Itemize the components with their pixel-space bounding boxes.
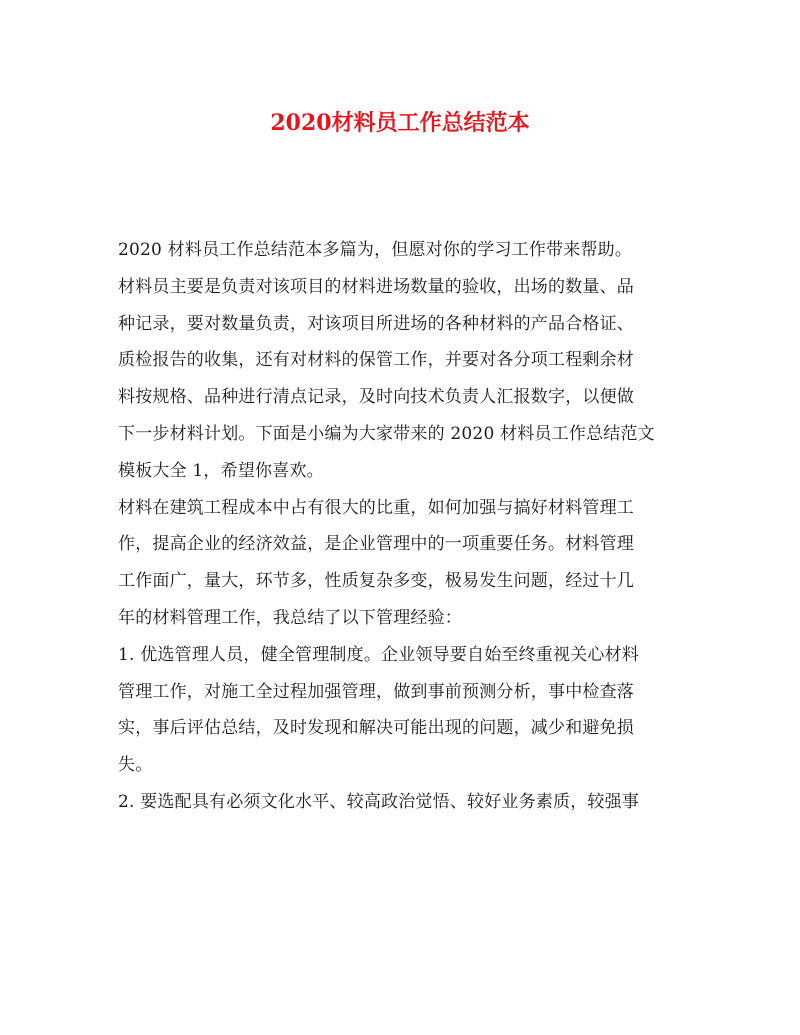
body-line: 质检报告的收集，还有对材料的保管工作，并要对各分项工程剩余材: [118, 350, 634, 371]
body-line: 失。: [118, 755, 153, 776]
document-body: [118, 232, 683, 821]
body-line: 工作面广，量大，环节多，性质复杂多变，极易发生问题，经过十几: [118, 571, 634, 592]
body-line: 作，提高企业的经济效益，是企业管理中的一项重要任务。材料管理: [118, 534, 634, 555]
body-line: 年的材料管理工作，我总结了以下管理经验：: [118, 607, 462, 628]
body-line: 1. 优选管理人员，健全管理制度。企业领导要自始至终重视关心材料: [118, 644, 640, 665]
body-line: 料按规格、品种进行清点记录，及时向技术负责人汇报数字，以便做: [118, 387, 634, 408]
body-line: 2020 材料员工作总结范本多篇为，但愿对你的学习工作带来帮助。: [118, 240, 633, 260]
body-line: 实，事后评估总结，及时发现和解决可能出现的问题，减少和避免损: [118, 718, 634, 739]
body-line: 管理工作，对施工全过程加强管理，做到事前预测分析，事中检查落: [118, 681, 634, 702]
body-line: 材料员主要是负责对该项目的材料进场数量的验收，出场的数量、品: [118, 276, 634, 297]
body-line: 模板大全 1，希望你喜欢。: [118, 460, 324, 481]
body-line: 2. 要选配具有必须文化水平、较高政治觉悟、较好业务素质，较强事: [118, 791, 640, 812]
document-title: 2020材料员工作总结范本: [270, 110, 530, 136]
body-line: 材料在建筑工程成本中占有很大的比重，如何加强与搞好材料管理工: [118, 497, 634, 518]
body-line: 种记录，要对数量负责，对该项目所进场的各种材料的产品合格证、: [118, 313, 634, 334]
body-line: 下一步材料计划。下面是小编为大家带来的 2020 材料员工作总结范文: [118, 423, 655, 444]
